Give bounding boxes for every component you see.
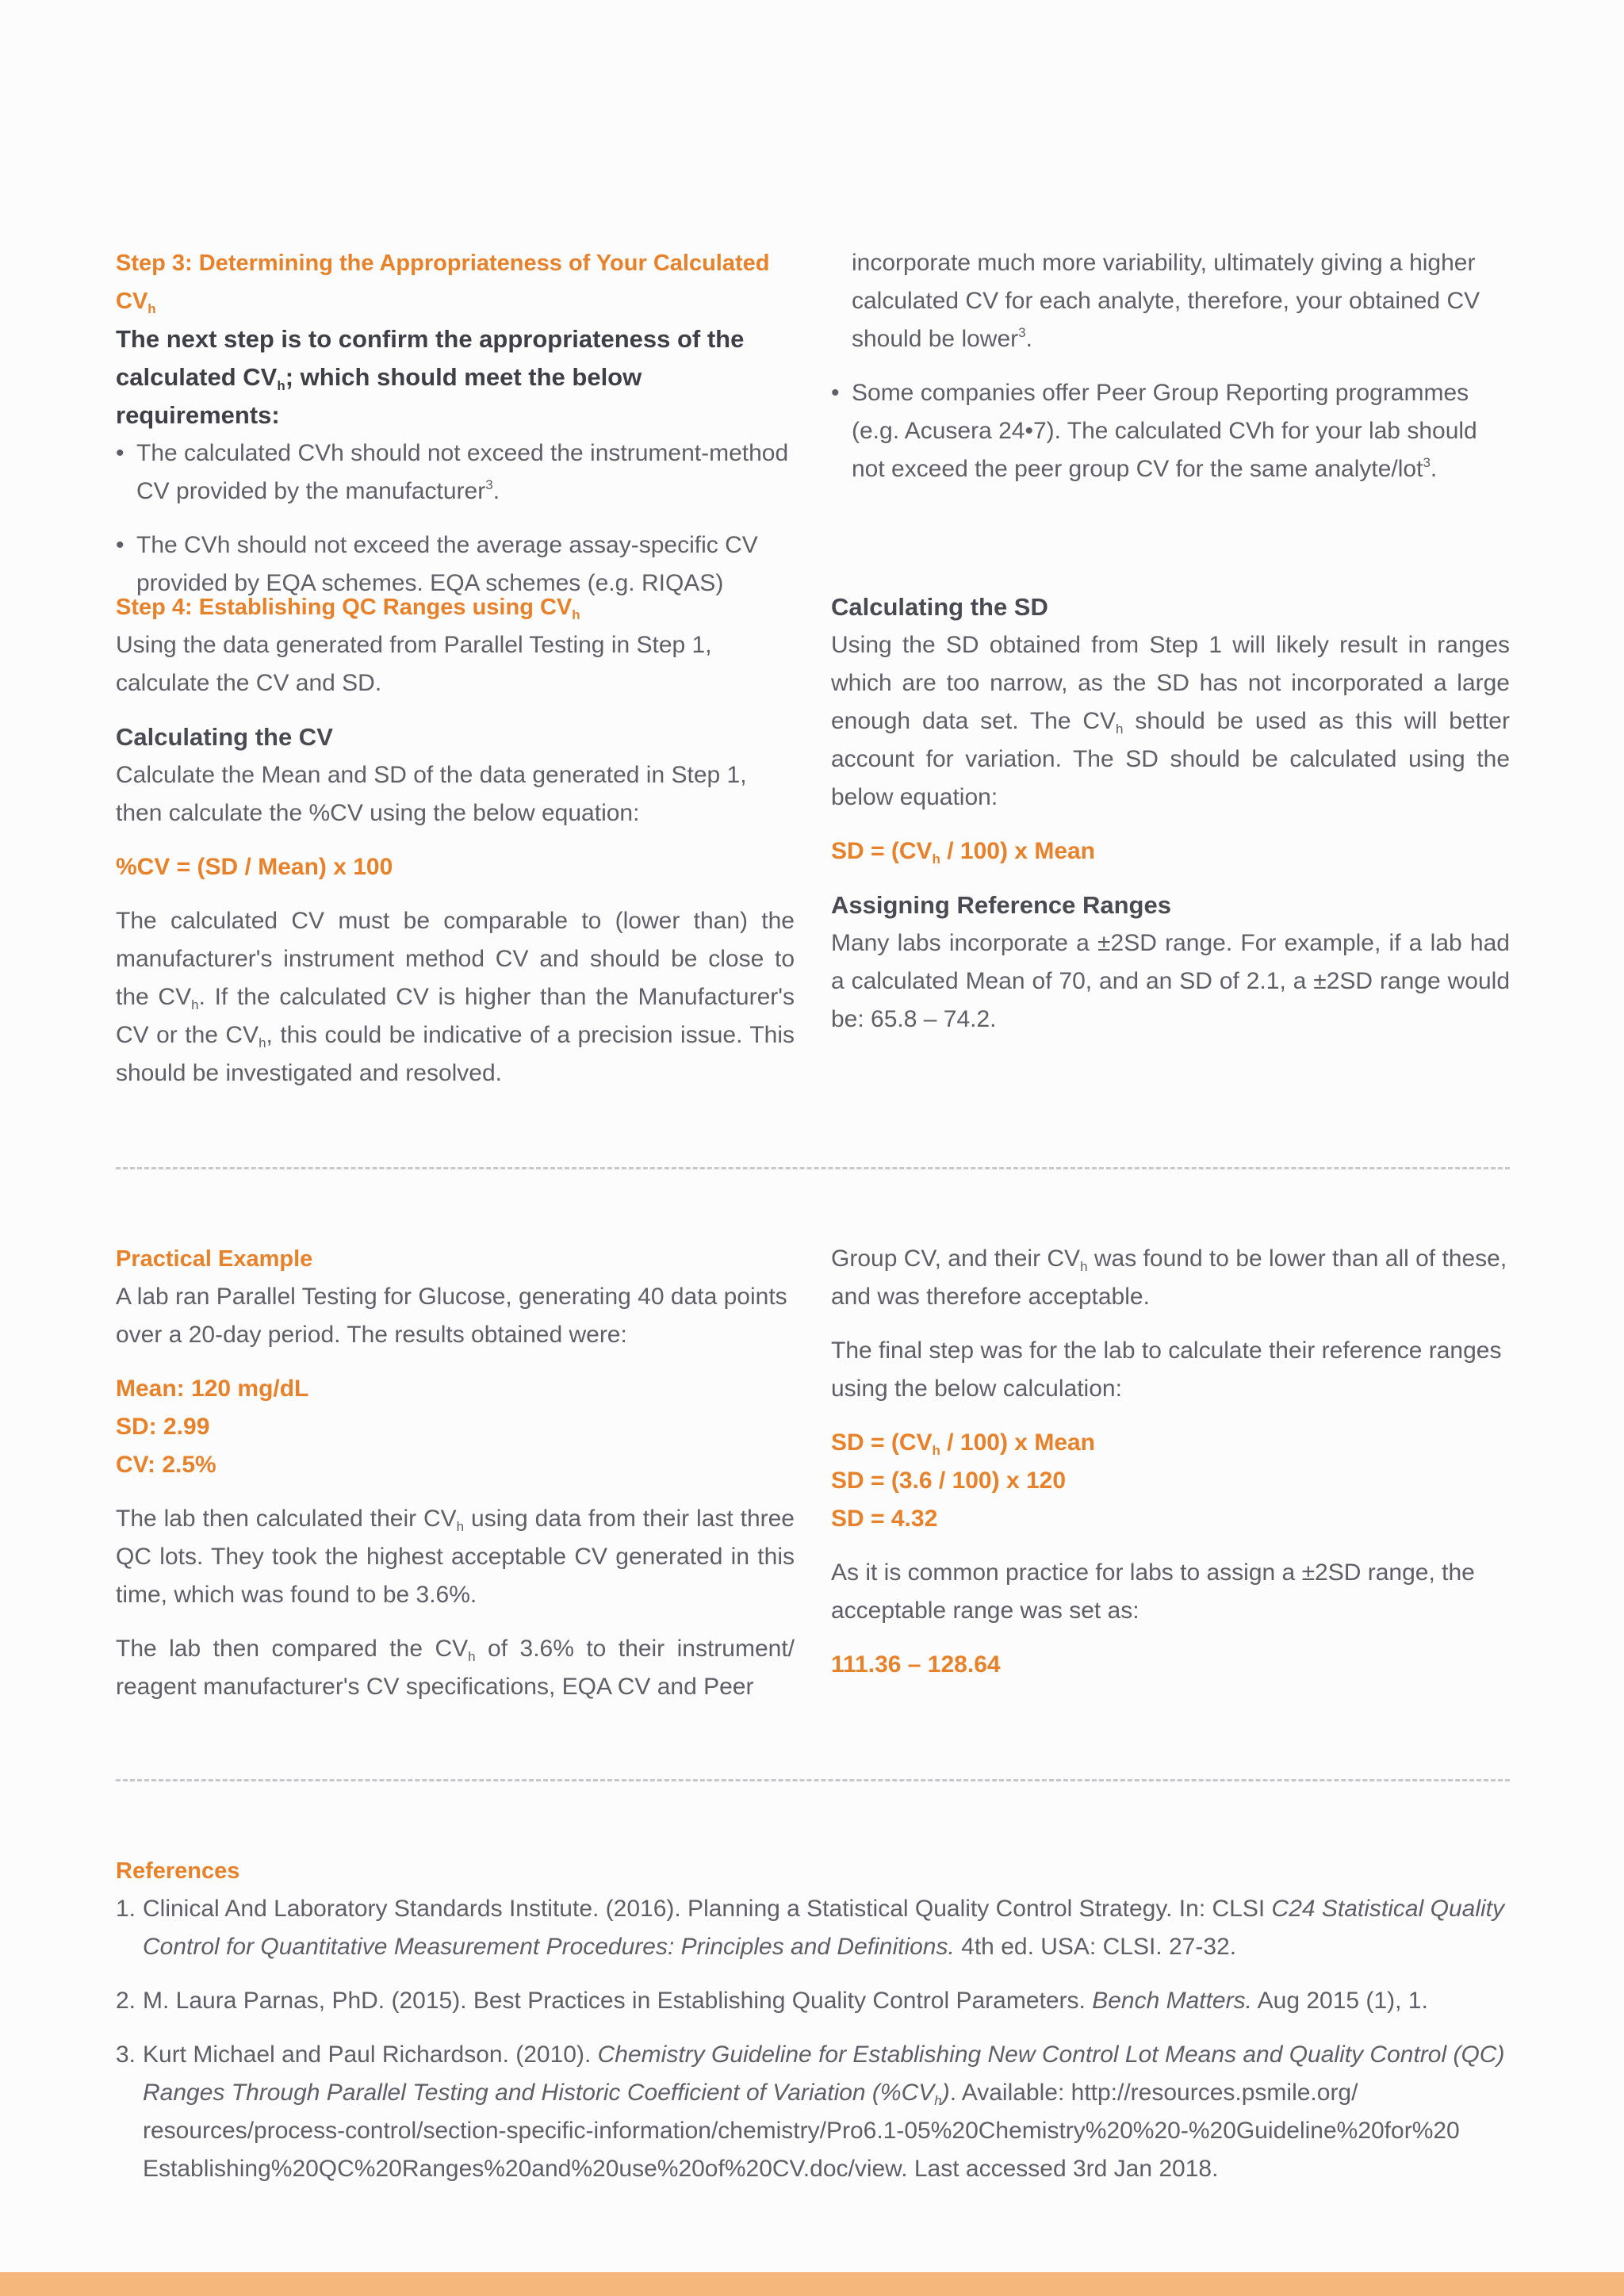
step3-right-column bbox=[852, 244, 1510, 488]
example-heading: Practical Example bbox=[116, 1246, 313, 1272]
step4-right-column bbox=[831, 588, 1510, 1039]
step3-bullet-eqa-continued: incorporate much more variability, ultimately giving a higher calculated CV for each analyte, therefore, your obtained CV should be lower$^3$. bbox=[852, 250, 1480, 352]
example-mean: Mean: 120 mg/dL bbox=[116, 1376, 309, 1402]
sd-formula: SD = $(CV_h / 100)$ x Mean bbox=[831, 838, 1096, 867]
step3-bullet-eqa: • The CVh should not exceed the average assay-specific CV provided by EQA schemes. EQA schemes (e.g. RIQAS) bbox=[116, 526, 795, 603]
example-cvh-paragraph: The lab then calculated their $CV_h$ using data from their last three QC lots. They took the highest acceptable CV generated in this time, which was found to be 3.6%. bbox=[116, 1506, 795, 1608]
assigning-ranges-text: Many labs incorporate a ±2SD range. For example, if a lab had a calculated Mean of 70, and an SD of 2.1, a ±2SD range would be: 65.8 – 74.2. bbox=[831, 930, 1510, 1032]
footer-bar bbox=[0, 2272, 1624, 2296]
calculating-sd-heading: Calculating the SD bbox=[831, 593, 1048, 621]
calculating-sd-text: Using the SD obtained from Step 1 will likely result in ranges which are too narrow, as the SD has not incorporated a large enough data set. The $CV_h$ should be used as this will better account for variation. The SD should be calculated using the below equation: bbox=[831, 632, 1510, 810]
references-heading: References bbox=[116, 1858, 240, 1884]
section-divider bbox=[116, 1167, 1510, 1169]
step4-left-column bbox=[116, 588, 795, 1093]
cv-explanation: The calculated CV must be comparable to (lower than) the manufacturer's instrument method CV and should be close to the $CV_h$. If the calculated CV is higher than the Manufacturer's CV or the $CV_h$, this could be indicative of a precision issue. This should be investigated and resolved. bbox=[116, 908, 795, 1086]
calculating-cv-text: Calculate the Mean and SD of the data generated in Step 1, then calculate the %CV using the below equation: bbox=[116, 762, 747, 826]
example-left-column bbox=[116, 1240, 795, 1706]
example-final-step: The final step was for the lab to calculate their reference ranges using the below calculation: bbox=[831, 1337, 1502, 1402]
reference-item: 1. Clinical And Laboratory Standards Institute. (2016). Planning a Statistical Quality Control Strategy. In: CLSI C24 Statistical Quality Control for Quantitative Measurement Procedures: Principles and Definitions. 4th ed. USA: CLSI. 27-32. bbox=[116, 1896, 1504, 1960]
step3-left-column bbox=[116, 244, 795, 603]
step4-heading: Step 4: Establishing QC Ranges using $CV_h$ bbox=[116, 595, 580, 622]
step4-intro: Using the data generated from Parallel Testing in Step 1, calculate the CV and SD. bbox=[116, 632, 712, 696]
example-range: 111.36 – 128.64 bbox=[831, 1651, 1001, 1678]
step3-heading: Step 3: Determining the Appropriateness of Your Calculated $CV_h$ bbox=[116, 251, 770, 316]
example-right-column bbox=[831, 1240, 1510, 1684]
example-practice: As it is common practice for labs to assign a ±2SD range, the acceptable range was set as: bbox=[831, 1559, 1475, 1624]
example-compare-paragraph: The lab then compared the $CV_h$ of 3.6% to their instrument/ reagent manufacturer's CV specifications, EQA CV and Peer bbox=[116, 1636, 795, 1700]
example-sd: SD: 2.99 bbox=[116, 1414, 210, 1440]
reference-item: 3. Kurt Michael and Paul Richardson. (2010). Chemistry Guideline for Establishing New Control Lot Means and Quality Control (QC) Ranges Through Parallel Testing and Historic Coefficient of Variation $(\%CV_h)$. Available: http://resources.psmile.org/ resources/process-control/section-specific-information/chemistry/Pro6.1-05%20Chemistry%20%20-%20Guideline%20for%20 Establishing%20QC%20Ranges%20and%20use%20of%20CV.doc/view. Last accessed 3rd Jan 2018. bbox=[116, 2042, 1505, 2182]
reference-item: 2. M. Laura Parnas, PhD. (2015). Best Practices in Establishing Quality Control Parameters. Bench Matters. Aug 2015 (1), 1. bbox=[116, 1988, 1428, 2014]
cv-formula: %CV = (SD / Mean) x 100 bbox=[116, 854, 393, 880]
example-formula-substituted: SD = (3.6 / 100) x 120 bbox=[831, 1468, 1067, 1494]
example-formula-general: SD = $(CV_h / 100)$ x Mean bbox=[831, 1429, 1096, 1458]
step3-bullet-manufacturer: • The calculated CVh should not exceed the instrument-method CV provided by the manufacturer$^3$. bbox=[116, 434, 795, 511]
step3-bullet-peer-group: • Some companies offer Peer Group Reporting programmes (e.g. Acusera 24•7). The calculated CVh for your lab should not exceed the peer group CV for the same analyte/lot$^3$. bbox=[831, 374, 1510, 488]
example-formula-result: SD = 4.32 bbox=[831, 1506, 938, 1532]
assigning-ranges-heading: Assigning Reference Ranges bbox=[831, 891, 1171, 919]
example-compare-continued: Group CV, and their $CV_h$ was found to be lower than all of these, and was therefore acceptable. bbox=[831, 1246, 1507, 1310]
calculating-cv-heading: Calculating the CV bbox=[116, 723, 333, 751]
step3-lead: The next step is to confirm the appropriateness of the calculated $CV_h$; which should meet the below requirements: bbox=[116, 325, 745, 429]
example-intro: A lab ran Parallel Testing for Glucose, generating 40 data points over a 20-day period. The results obtained were: bbox=[116, 1284, 787, 1348]
section-divider bbox=[116, 1779, 1510, 1781]
references-section bbox=[116, 1852, 1510, 2204]
example-cv: CV: 2.5% bbox=[116, 1452, 216, 1478]
